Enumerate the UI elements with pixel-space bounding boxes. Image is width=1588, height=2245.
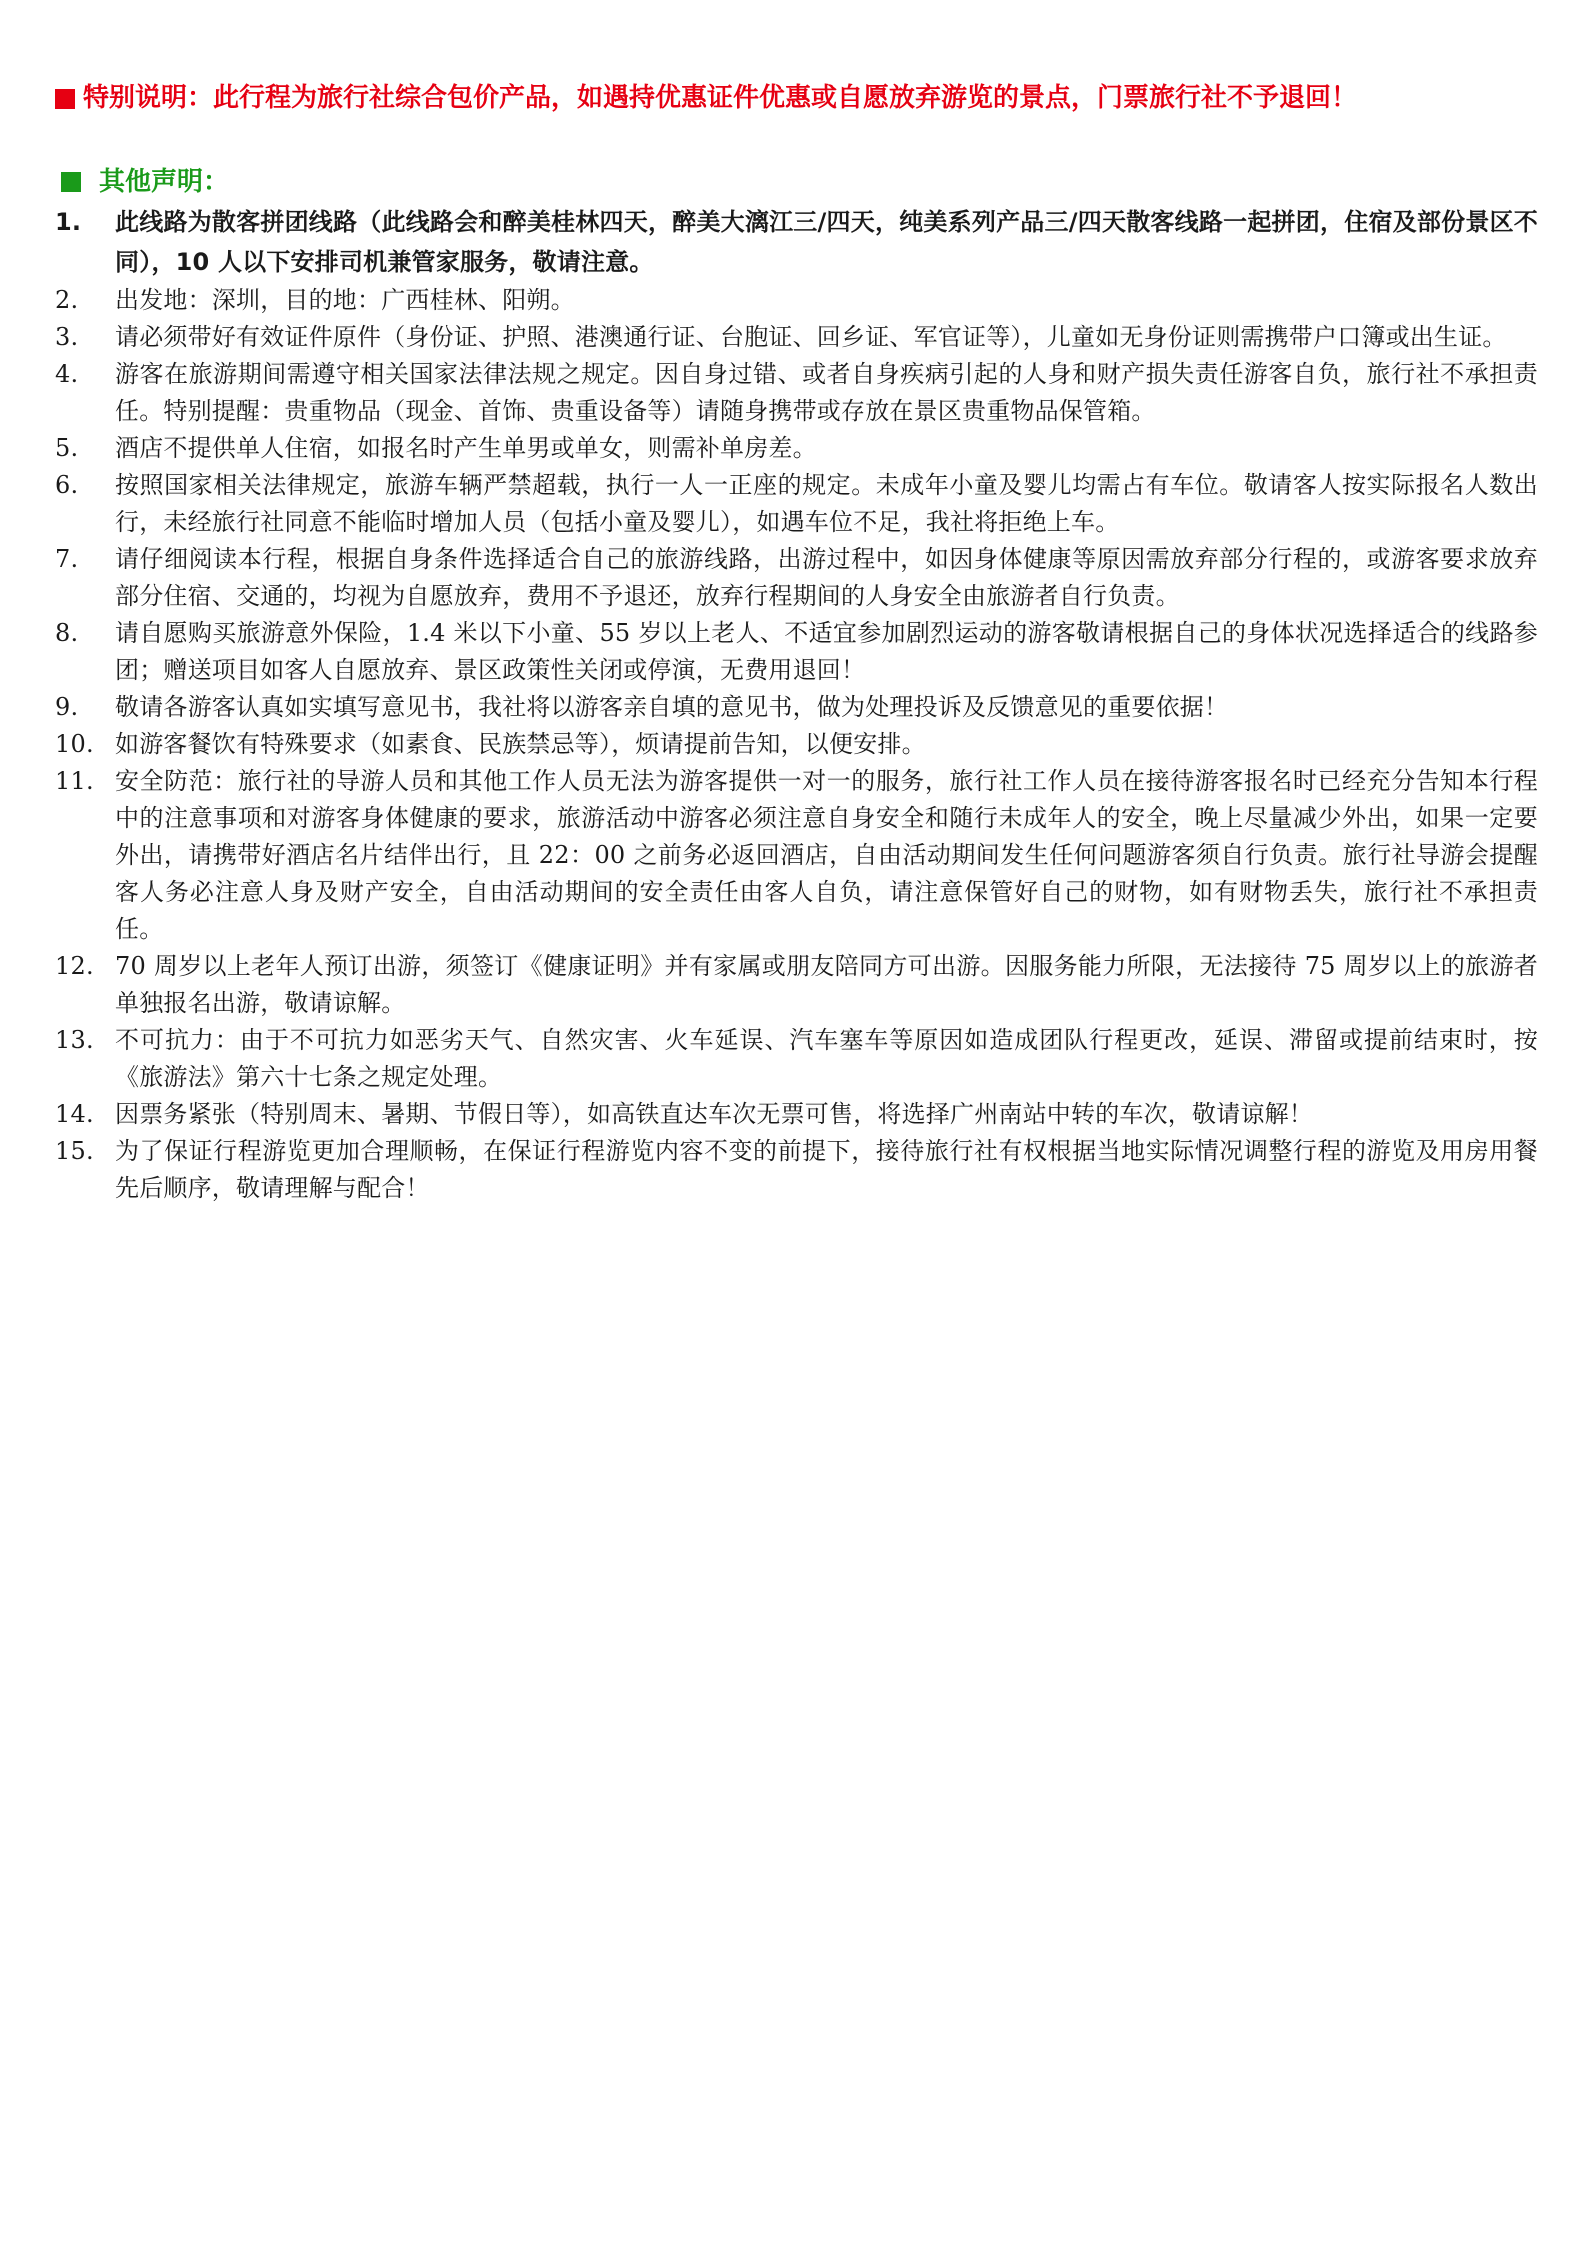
item-text: 为了保证行程游览更加合理顺畅，在保证行程游览内容不变的前提下，接待旅行社有权根据当地实际情况调整行程的游览及用房用餐先后顺序，敬请理解与配合！ (115, 1137, 1538, 1202)
item-text: 请必须带好有效证件原件（身份证、护照、港澳通行证、台胞证、回乡证、军官证等），儿童如无身份证则需携带户口簿或出生证。 (115, 323, 1507, 351)
item-text: 因票务紧张（特别周末、暑期、节假日等），如高铁直达车次无票可售，将选择广州南站中转的车次，敬请谅解！ (115, 1100, 1313, 1128)
special-note-text: 特别说明：此行程为旅行社综合包价产品，如遇持优惠证件优惠或自愿放弃游览的景点，门票旅行社不予退回！ (83, 83, 1358, 113)
item-text: 出发地：深圳，目的地：广西桂林、阳朔。 (115, 286, 575, 314)
item-text: 酒店不提供单人住宿，如报名时产生单男或单女，则需补单房差。 (115, 434, 817, 462)
list-item (55, 763, 1538, 948)
other-heading-text: 其他声明： (99, 167, 230, 197)
item-text: 如游客餐饮有特殊要求（如素食、民族禁忌等），烦请提前告知，以便安排。 (115, 730, 926, 758)
list-item (55, 689, 1538, 726)
special-note (55, 78, 1538, 118)
item-number: 14. (55, 1100, 94, 1128)
list-item (55, 430, 1538, 467)
item-number: 3. (55, 323, 79, 351)
list-item (55, 319, 1538, 356)
item-number: 13. (55, 1026, 94, 1054)
item-number: 11. (55, 767, 94, 795)
item-text: 安全防范：旅行社的导游人员和其他工作人员无法为游客提供一对一的服务，旅行社工作人员在接待游客报名时已经充分告知本行程中的注意事项和对游客身体健康的要求，旅游活动中游客必须注意自身安全和随行未成年人的安全，晚上尽量减少外出，如果一定要外出，请携带好酒店名片结伴出行，且 22：00 之前务必返回酒店，自由活动期间发生任何问题游客须自行负责。旅行社导游会提醒客人务必注意人身及财产安全，自由活动期间的安全责任由客人自负，请注意保管好自己的财物，如有财物丢失，旅行社不承担责任。 (115, 767, 1538, 943)
list-item (55, 467, 1538, 541)
item-text: 请自愿购买旅游意外保险，1.4 米以下小童、55 岁以上老人、不适宜参加剧烈运动的游客敬请根据自己的身体状况选择适合的线路参团；赠送项目如客人自愿放弃、景区政策性关闭或停演，无费用退回！ (115, 619, 1538, 684)
item-number: 2. (55, 286, 79, 314)
item-number: 7. (55, 545, 79, 573)
list-item (55, 1022, 1538, 1096)
item-number: 5. (55, 434, 79, 462)
item-number: 12. (55, 952, 94, 980)
item-number: 10. (55, 730, 94, 758)
item-number: 9. (55, 693, 79, 721)
item-number: 8. (55, 619, 79, 647)
item-number: 4. (55, 360, 79, 388)
list-item (55, 726, 1538, 763)
item-text: 不可抗力：由于不可抗力如恶劣天气、自然灾害、火车延误、汽车塞车等原因如造成团队行程更改，延误、滞留或提前结束时，按《旅游法》第六十七条之规定处理。 (115, 1026, 1538, 1091)
list-item (55, 615, 1538, 689)
item-number: 15. (55, 1137, 94, 1165)
item-number: 6. (55, 471, 79, 499)
list-item (55, 1096, 1538, 1133)
other-statement-heading (55, 162, 1538, 202)
item-text: 请仔细阅读本行程，根据自身条件选择适合自己的旅游线路，出游过程中，如因身体健康等原因需放弃部分行程的，或游客要求放弃部分住宿、交通的，均视为自愿放弃，费用不予退还，放弃行程期间的人身安全由旅游者自行负责。 (115, 545, 1538, 610)
item-text: 敬请各游客认真如实填写意见书，我社将以游客亲自填的意见书，做为处理投诉及反馈意见的重要依据！ (115, 693, 1229, 721)
item-text: 游客在旅游期间需遵守相关国家法律法规之规定。因自身过错、或者自身疾病引起的人身和财产损失责任游客自负，旅行社不承担责任。特别提醒：贵重物品（现金、首饰、贵重设备等）请随身携带或存放在景区贵重物品保管箱。 (115, 360, 1538, 425)
list-item (55, 282, 1538, 319)
item-text: 70 周岁以上老年人预订出游，须签订《健康证明》并有家属或朋友陪同方可出游。因服务能力所限，无法接待 75 周岁以上的旅游者单独报名出游，敬请谅解。 (115, 952, 1538, 1017)
red-square-icon (55, 89, 75, 109)
list-item (55, 541, 1538, 615)
list-item (55, 356, 1538, 430)
statement-list (55, 202, 1538, 1207)
item-text: 此线路为散客拼团线路（此线路会和醉美桂林四天，醉美大漓江三/四天，纯美系列产品三/四天散客线路一起拼团，住宿及部份景区不同），10 人以下安排司机兼管家服务，敬请注意。 (115, 208, 1538, 276)
list-item (55, 202, 1538, 282)
list-item (55, 948, 1538, 1022)
list-item (55, 1133, 1538, 1207)
item-text: 按照国家相关法律规定，旅游车辆严禁超载，执行一人一正座的规定。未成年小童及婴儿均需占有车位。敬请客人按实际报名人数出行，未经旅行社同意不能临时增加人员（包括小童及婴儿），如遇车位不足，我社将拒绝上车。 (115, 471, 1538, 536)
item-number: 1. (55, 208, 82, 236)
green-square-icon (61, 172, 81, 192)
